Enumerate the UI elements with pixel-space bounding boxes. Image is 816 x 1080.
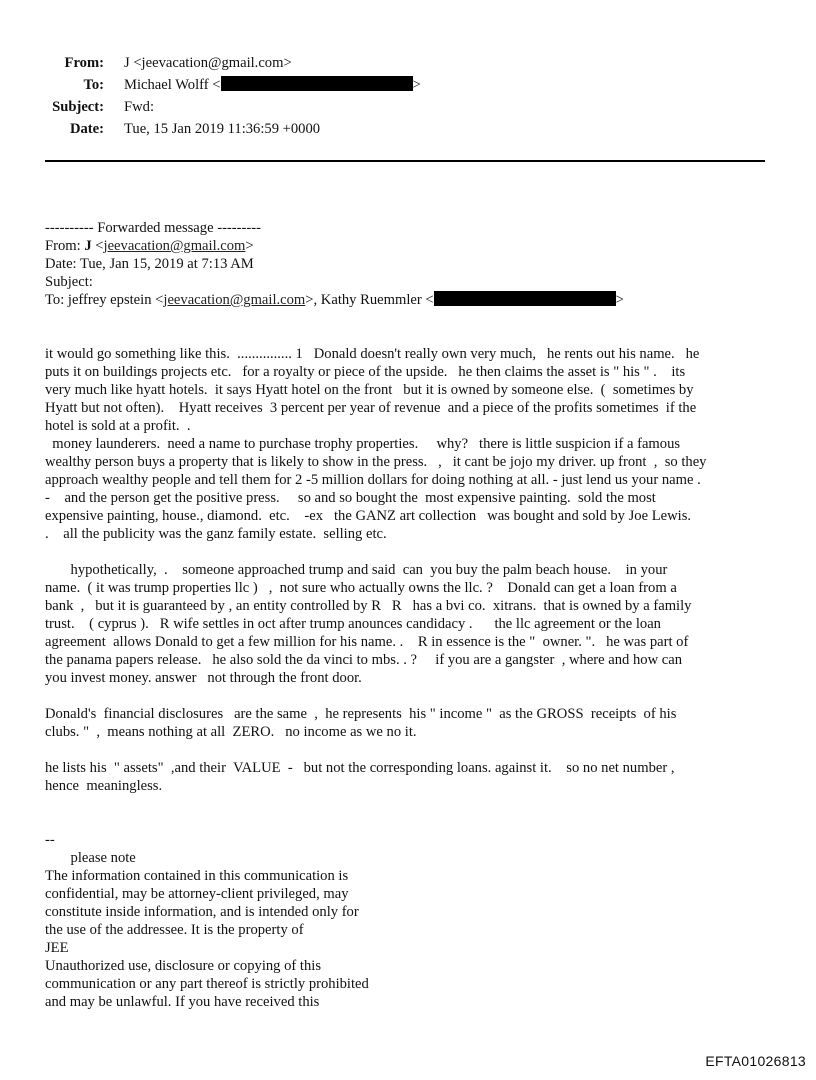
- forwarded-date: Date: Tue, Jan 15, 2019 at 7:13 AM: [45, 256, 254, 272]
- forwarded-from-prefix: From:: [45, 238, 85, 254]
- body-line: clubs. " , means nothing at all ZERO. no income as we no it.: [45, 724, 417, 740]
- signature-line: JEE: [45, 940, 69, 956]
- signature-line: Unauthorized use, disclosure or copying of this: [45, 958, 322, 974]
- forwarded-marker: ---------- Forwarded message ---------: [45, 220, 261, 236]
- header-from-row: [0, 54, 800, 74]
- header-subject-row: [0, 98, 800, 118]
- body-line: it would go something like this. ............... 1 Donald doesn't really own very much, he rents out his name. he: [45, 346, 700, 362]
- forwarded-from-email-link[interactable]: jeevacation@gmail.com: [103, 238, 246, 254]
- signature-line: The information contained in this communication is: [45, 868, 349, 884]
- header-divider: [45, 160, 765, 162]
- signature-line: --: [45, 832, 55, 848]
- body-paragraph-2: [45, 561, 775, 687]
- signature-line: confidential, may be attorney-client privileged, may: [45, 886, 349, 902]
- date-value: Tue, 15 Jan 2019 11:36:59 +0000: [124, 121, 321, 137]
- body-line: trust. ( cyprus ). R wife settles in oct after trump anounces candidacy . the llc agreement or the loan: [45, 616, 661, 632]
- body-line: you invest money. answer not through the front door.: [45, 670, 362, 686]
- body-line: hotel is sold at a profit. .: [45, 418, 191, 434]
- from-label: From:: [64, 55, 104, 71]
- body-line: . all the publicity was the ganz family estate. selling etc.: [45, 526, 387, 542]
- forwarded-to-mid: >, Kathy Ruemmler <: [305, 292, 434, 308]
- forwarded-to-email-link[interactable]: jeevacation@gmail.com: [163, 292, 306, 308]
- body-line: bank , but it is guaranteed by , an entity controlled by R R has a bvi co. xitrans. that is owned by a family: [45, 598, 692, 614]
- to-close: >: [412, 77, 421, 93]
- forwarded-to-close: >: [615, 292, 624, 308]
- forwarded-to: [45, 291, 775, 309]
- header-to-row: [0, 76, 800, 96]
- forwarded-header: [45, 219, 775, 309]
- body-paragraph-4: [45, 759, 775, 795]
- forwarded-from-close: >: [245, 238, 254, 254]
- to-name: Michael Wolff <: [124, 77, 221, 93]
- forwarded-to-prefix: To: jeffrey epstein <: [45, 292, 164, 308]
- body-line: hence meaningless.: [45, 778, 163, 794]
- body-paragraph-1: [45, 345, 775, 543]
- to-label: To:: [83, 77, 104, 93]
- signature-disclaimer: [45, 831, 775, 1011]
- body-line: expensive painting, house., diamond. etc. -ex the GANZ art collection was bought and sold by Joe Lewis.: [45, 508, 692, 524]
- date-label: Date:: [69, 121, 104, 137]
- body-line: hypothetically, . someone approached trump and said can you buy the palm beach house. in your: [45, 562, 668, 578]
- body-line: agreement allows Donald to get a few million for his name. . R in essence is the " owner. ". he was part of: [45, 634, 689, 650]
- signature-line: constitute inside information, and is intended only for: [45, 904, 359, 920]
- redaction-box: [434, 291, 616, 306]
- signature-line: communication or any part thereof is strictly prohibited: [45, 976, 369, 992]
- body-line: wealthy person buys a property that is likely to show in the press. , it cant be jojo my driver. up front , so they: [45, 454, 707, 470]
- forwarded-from: [45, 237, 775, 255]
- body-line: very much like hyatt hotels. it says Hyatt hotel on the front but it is owned by someone else. ( sometimes by: [45, 382, 694, 398]
- body-line: he lists his " assets" ,and their VALUE - but not the corresponding loans. against it. so no net number ,: [45, 760, 675, 776]
- forwarded-subject: Subject:: [45, 274, 93, 290]
- body-line: Hyatt but not often). Hyatt receives 3 percent per year of revenue and a piece of the profits sometimes if the: [45, 400, 697, 416]
- body-paragraph-3: [45, 705, 775, 741]
- header-date-row: [0, 120, 800, 140]
- body-line: money launderers. need a name to purchase trophy properties. why? there is little suspicion if a famous: [45, 436, 681, 452]
- to-value: [124, 76, 421, 94]
- subject-value: Fwd:: [124, 99, 155, 115]
- body-line: approach wealthy people and tell them for 2 -5 million dollars for doing nothing at all. - just lend us your name .: [45, 472, 701, 488]
- from-value: J <jeevacation@gmail.com>: [124, 55, 292, 71]
- subject-label: Subject:: [52, 99, 104, 115]
- body-line: the panama papers release. he also sold the da vinci to mbs. . ? if you are a gangster , where and how can: [45, 652, 683, 668]
- signature-line: please note: [45, 850, 136, 866]
- document-id: EFTA01026813: [705, 1053, 806, 1069]
- forwarded-from-open: <: [91, 238, 104, 254]
- signature-line: and may be unlawful. If you have received this: [45, 994, 320, 1010]
- body-line: name. ( it was trump properties llc ) , not sure who actually owns the llc. ? Donald can get a loan from a: [45, 580, 677, 596]
- redaction-box: [221, 76, 413, 91]
- signature-line: the use of the addressee. It is the property of: [45, 922, 304, 938]
- body-line: puts it on buildings projects etc. for a royalty or piece of the upside. he then claims the asset is " his " . its: [45, 364, 686, 380]
- forwarded-from-name: J: [84, 238, 92, 254]
- body-line: - and the person get the positive press. so and so bought the most expensive painting. sold the most: [45, 490, 656, 506]
- body-line: Donald's financial disclosures are the same , he represents his " income " as the GROSS receipts of his: [45, 706, 677, 722]
